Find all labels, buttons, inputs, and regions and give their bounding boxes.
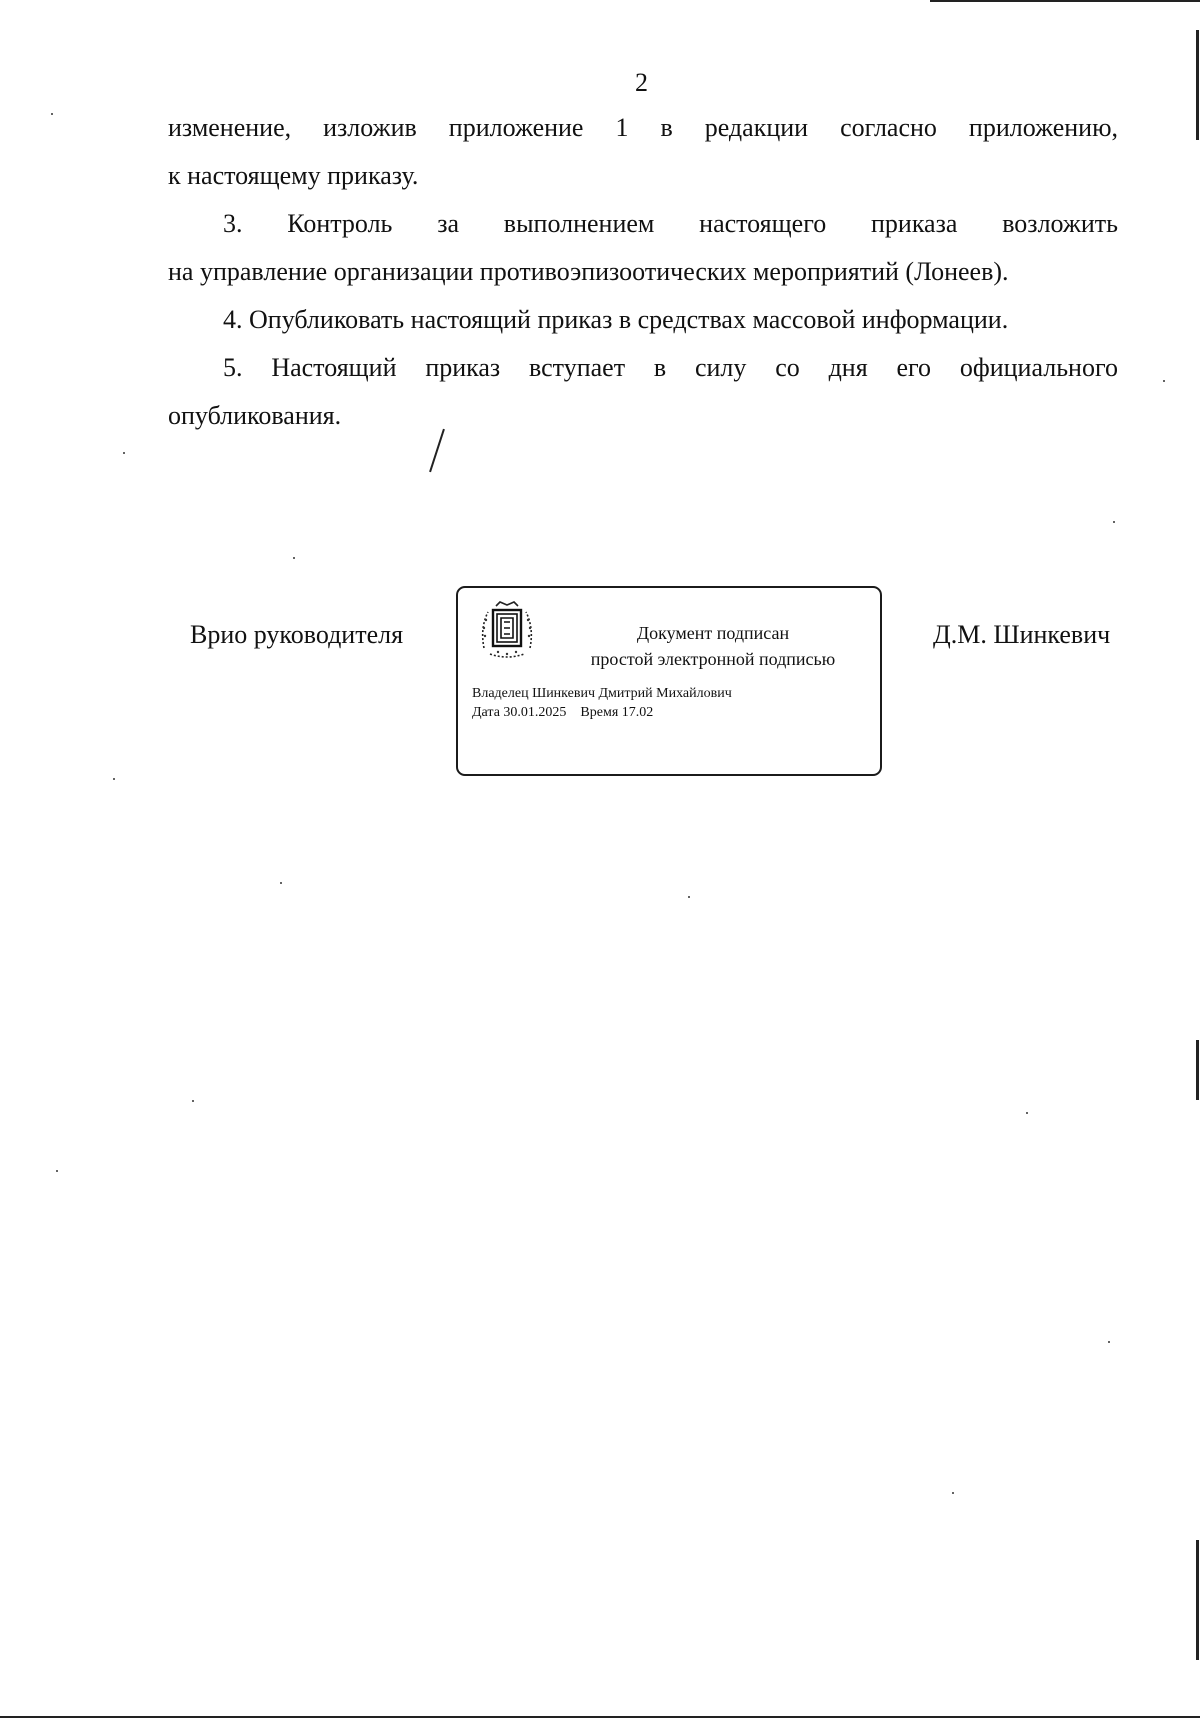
stamp-owner: Владелец Шинкевич Дмитрий Михайлович	[472, 686, 732, 701]
paragraph-line: 5. Настоящий приказ вступает в силу со дня его официального	[223, 353, 1118, 382]
paragraph-publish	[168, 296, 1118, 344]
scan-speck	[1026, 1112, 1028, 1114]
scan-edge-top	[930, 0, 1200, 2]
scan-speck	[192, 1100, 194, 1102]
paragraph-line: изменение, изложив приложение 1 в редакции согласно приложению,	[168, 113, 1118, 142]
stamp-date: Дата 30.01.2025	[472, 705, 567, 720]
paragraph-effective	[168, 344, 1118, 440]
scan-speck	[293, 557, 295, 559]
scan-speck	[280, 882, 282, 884]
stamp-heading-line: Документ подписан	[636, 623, 790, 643]
signer-name: Д.М. Шинкевич	[933, 620, 1111, 649]
stamp-details	[472, 684, 732, 722]
scan-speck	[952, 1492, 954, 1494]
scan-speck	[1108, 1341, 1110, 1343]
stamp-datetime	[472, 703, 732, 722]
scan-edge-right-2	[1196, 1040, 1199, 1100]
electronic-signature-stamp	[456, 586, 882, 776]
stamp-heading-line: простой электронной подписью	[590, 649, 836, 669]
signer-position: Врио руководителя	[190, 620, 404, 649]
scan-edge-right-3	[1196, 1540, 1199, 1660]
scan-speck	[51, 113, 53, 115]
scan-speck	[56, 1170, 58, 1172]
scan-speck	[1113, 521, 1115, 523]
scan-speck	[1163, 380, 1165, 382]
stamp-heading	[553, 620, 873, 672]
scan-speck	[688, 896, 690, 898]
paragraph-line: на управление организации противоэпизоотических мероприятий (Лонеев).	[168, 257, 1009, 286]
coat-of-arms-icon	[476, 598, 538, 660]
paragraph-line: 4. Опубликовать настоящий приказ в средствах массовой информации.	[223, 305, 1009, 334]
paragraph-line: 3. Контроль за выполнением настоящего приказа возложить	[223, 209, 1118, 238]
document-body	[168, 104, 1118, 440]
paragraph-control	[168, 200, 1118, 296]
paragraph-line: опубликования.	[168, 401, 342, 430]
paragraph-line: к настоящему приказу.	[168, 161, 419, 190]
scan-speck	[123, 452, 125, 454]
page-number: 2	[635, 68, 648, 97]
stamp-time: Время 17.02	[580, 705, 654, 720]
scan-speck	[113, 778, 115, 780]
paragraph-amendment	[168, 104, 1118, 200]
